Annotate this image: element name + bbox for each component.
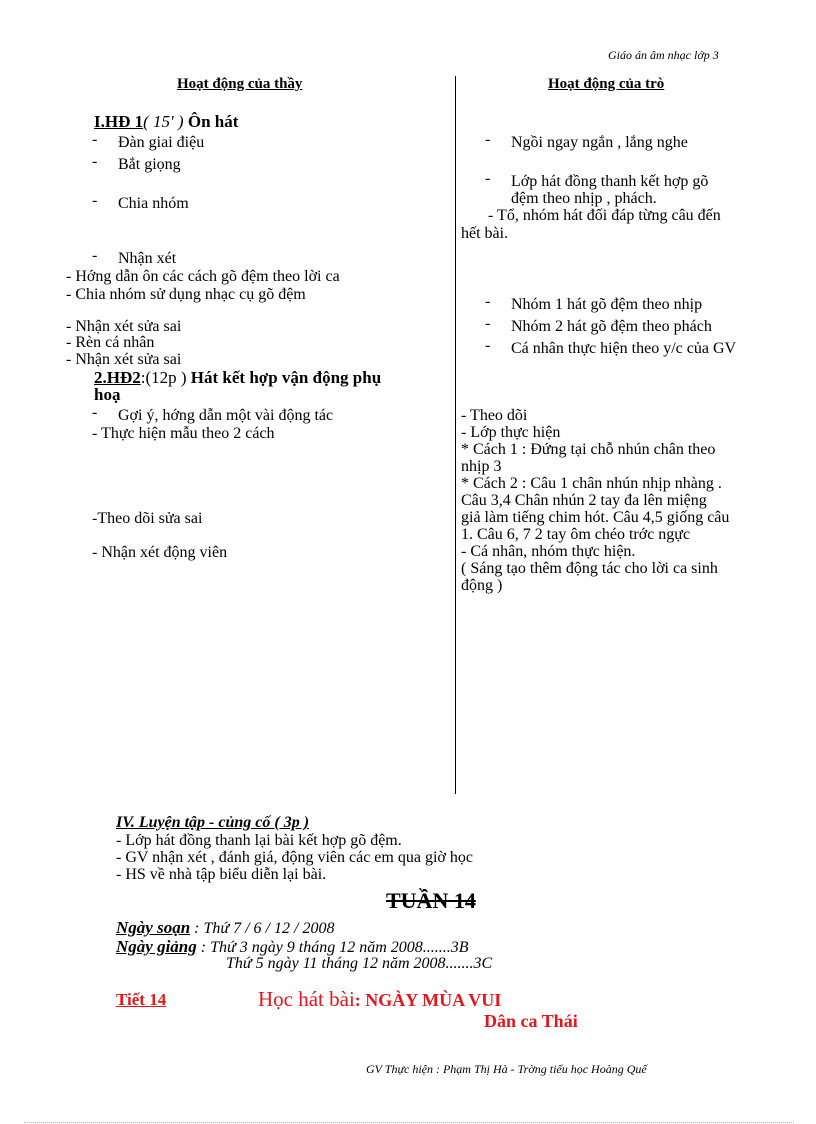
teacher-column-heading: Hoạt động của thầy bbox=[177, 76, 303, 92]
lesson-origin: Dân ca Thái bbox=[484, 1011, 578, 1031]
prep-date-row bbox=[116, 918, 334, 938]
student-line: đệm theo nhịp , phách. bbox=[511, 190, 657, 207]
teacher-bullet: - Đàn giai điệu bbox=[118, 134, 204, 151]
teach-date-value: : Thứ 3 ngày 9 tháng 12 năm 2008.......3B bbox=[200, 939, 469, 956]
student-line: giả làm tiếng chim hót. Câu 4,5 giống câu bbox=[461, 509, 730, 526]
lesson-song-name: : NGÀY MÙA VUI bbox=[354, 990, 502, 1010]
teacher-line: - Rèn cá nhân bbox=[66, 334, 155, 351]
prep-date-label: Ngày soạn bbox=[116, 918, 191, 937]
student-column-heading: Hoạt động của trò bbox=[548, 76, 665, 92]
student-line: ( Sáng tạo thêm động tác cho lời ca sinh bbox=[461, 560, 718, 577]
student-line: 1. Câu 6, 7 2 tay ôm chéo trớc ngực bbox=[461, 526, 691, 543]
student-line: hết bài. bbox=[461, 225, 509, 242]
hd2-title: Hát kết hợp vận động phụ bbox=[190, 368, 382, 387]
teacher-bullet: - Gợi ý, hớng dẫn một vài động tác bbox=[118, 407, 333, 424]
hd1-time: ( 15' ) bbox=[143, 112, 184, 131]
lesson-title-prefix: Học hát bài bbox=[258, 987, 355, 1011]
student-line: - Theo dõi bbox=[461, 407, 528, 424]
section-iv-line: - HS về nhà tập biểu diễn lại bài. bbox=[116, 866, 327, 883]
hd2-time: :(12p ) bbox=[140, 368, 187, 387]
document-footer: GV Thực hiện : Phạm Thị Hà - Trờng tiểu học Hoàng Quế bbox=[366, 1062, 647, 1076]
teacher-line: - Nhận xét sửa sai bbox=[66, 318, 182, 335]
hd2-title-cont: hoạ bbox=[94, 385, 121, 404]
student-bullet: - Ngồi ngay ngắn , lắng nghe bbox=[511, 134, 688, 151]
student-bullet: - Nhóm 2 hát gõ đệm theo phách bbox=[511, 318, 712, 335]
student-bullet: - Nhóm 1 hát gõ đệm theo nhịp bbox=[511, 296, 702, 313]
section-iv-line: - Lớp hát đồng thanh lại bài kết hợp gõ đệm. bbox=[116, 832, 402, 849]
student-line: nhịp 3 bbox=[461, 458, 502, 475]
teacher-line: - Nhận xét sửa sai bbox=[66, 351, 182, 368]
teacher-bullet: - Nhận xét bbox=[118, 250, 176, 267]
teach-date-row bbox=[116, 937, 469, 957]
student-bullet: - Lớp hát đồng thanh kết hợp gõ bbox=[511, 173, 708, 190]
teach-date-label: Ngày giảng bbox=[116, 937, 197, 956]
student-line: * Cách 2 : Câu 1 chân nhún nhịp nhàng . bbox=[461, 475, 722, 492]
week-title: TUẦN 14 bbox=[386, 888, 476, 913]
section-iv-line: - GV nhận xét , đánh giá, động viên các em qua giờ học bbox=[116, 849, 473, 866]
teacher-line: - Nhận xét động viên bbox=[92, 544, 228, 561]
teacher-line: - Thực hiện mẫu theo 2 cách bbox=[92, 425, 275, 442]
teacher-line: - Chia nhóm sử dụng nhạc cụ gõ đệm bbox=[66, 286, 306, 303]
student-line: * Cách 1 : Đứng tại chỗ nhún chân theo bbox=[461, 441, 716, 458]
hd1-code: I.HĐ 1 bbox=[94, 112, 144, 131]
column-divider bbox=[455, 76, 456, 794]
hd1-heading bbox=[94, 112, 238, 132]
prep-date-value: : Thứ 7 / 6 / 12 / 2008 bbox=[194, 920, 335, 937]
student-line: - Lớp thực hiện bbox=[461, 424, 561, 441]
document-header-note: Giáo án âm nhạc lớp 3 bbox=[608, 48, 719, 62]
section-iv-heading: IV. Luyện tập - củng cố ( 3p ) bbox=[116, 814, 310, 831]
teacher-bullet: - Chia nhóm bbox=[118, 195, 189, 212]
teach-date-value-2: Thứ 5 ngày 11 tháng 12 năm 2008.......3C bbox=[226, 955, 493, 972]
lesson-number: Tiết 14 bbox=[116, 990, 167, 1009]
student-line: Câu 3,4 Chân nhún 2 tay đa lên miệng bbox=[461, 492, 707, 509]
teacher-line: - Hớng dẫn ôn các cách gõ đệm theo lời ca bbox=[66, 268, 340, 285]
hd1-title: Ôn hát bbox=[187, 112, 239, 131]
hd2-code: 2.HĐ2 bbox=[94, 368, 141, 387]
hd2-heading bbox=[94, 368, 381, 388]
teacher-line: -Theo dõi sửa sai bbox=[92, 510, 203, 527]
student-line: - Cá nhân, nhóm thực hiện. bbox=[461, 543, 636, 560]
teacher-bullet: - Bắt giọng bbox=[118, 156, 181, 173]
lesson-title bbox=[258, 987, 501, 1012]
student-line: - Tổ, nhóm hát đối đáp từng câu đến bbox=[488, 207, 721, 224]
student-line: động ) bbox=[461, 577, 503, 594]
student-bullet: - Cá nhân thực hiện theo y/c của GV bbox=[511, 340, 736, 357]
